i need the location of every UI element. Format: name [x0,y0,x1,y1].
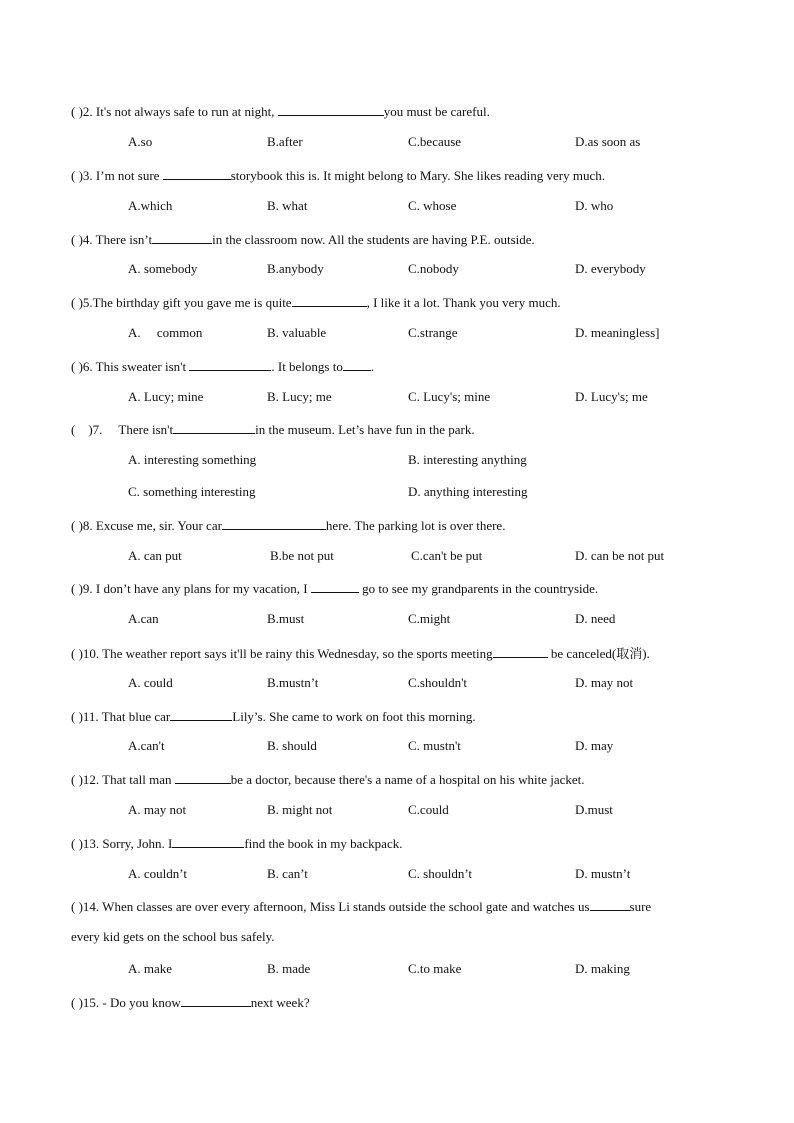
stem-text: Lily’s. She came to work on foot this morning. [232,709,476,724]
stem-text: ( )11. That blue car [71,709,171,724]
question-13-options [0,866,794,886]
stem-text: ( )14. When classes are over every afternoon, Miss Li stands outside the school gate and watches us [71,899,590,914]
question-8-stem [0,516,794,536]
question-12-stem [0,770,794,790]
option-c: C. mustn't [408,738,461,753]
option-b: B. can’t [267,866,308,881]
stem-text: in the museum. Let’s have fun in the park. [255,422,475,437]
option-d: D. may not [575,675,634,690]
answer-blank [170,707,232,721]
stem-text: ( )15. - Do you know [71,995,181,1010]
stem-text: be canceled(取消). [547,646,650,661]
answer-blank [590,897,630,911]
question-4-stem [0,230,794,250]
answer-blank [292,293,367,307]
answer-blank [173,420,255,434]
option-a: A. Lucy; mine [128,389,204,404]
option-b: B. valuable [267,325,327,340]
option-b: B.anybody [267,261,324,276]
option-b: B.mustn’t [267,675,319,690]
option-c: C.nobody [408,261,459,276]
question-6-stem [0,357,794,377]
option-a: A. couldn’t [128,866,187,881]
question-14-stem [0,897,794,917]
option-a: A.which [128,198,173,213]
option-d: D. may [575,738,614,753]
stem-text: ( )6. This sweater isn't [71,359,190,374]
answer-blank [175,770,231,784]
question-14-stem-continued [0,929,794,949]
option-c: C.can't be put [411,548,483,563]
option-b: B. what [267,198,308,213]
answer-blank [343,357,371,371]
stem-text: you must be careful. [383,104,490,119]
stem-text: ( )9. I don’t have any plans for my vacation, I [71,581,311,596]
option-c: C.because [408,134,462,149]
question-2-stem [0,102,794,122]
question-11-options [0,738,794,758]
stem-text: here. The parking lot is over there. [325,518,506,533]
question-2-options [0,134,794,154]
question-5-stem [0,293,794,313]
option-b: B. interesting anything [408,452,527,467]
option-d: D. who [575,198,614,213]
answer-blank [493,644,548,658]
stem-text: in the classroom now. All the students are having P.E. outside. [212,232,535,247]
question-10-stem [0,643,794,663]
option-c: C.could [408,802,449,817]
option-c: C. something interesting [128,484,256,499]
option-b: B.after [267,134,303,149]
option-a: A. may not [128,802,187,817]
stem-text: find the book in my backpack. [244,836,403,851]
answer-blank [152,230,212,244]
option-a: A. interesting something [128,452,257,467]
question-13-stem [0,834,794,854]
stem-text: ( )12. That tall man [71,772,175,787]
question-5-options [0,325,794,345]
stem-text: ( )7. There isn't [71,422,174,437]
option-d: D. need [575,611,616,626]
question-15-stem [0,993,794,1013]
stem-text: ( )3. I’m not sure [71,168,163,183]
stem-text: . [370,359,375,374]
option-a: A.can't [128,738,165,753]
option-b: B. made [267,961,311,976]
option-d: D. meaningless] [575,325,660,340]
option-a: A. make [128,961,173,976]
option-d: D. can be not put [575,548,665,563]
stem-text: sure [629,899,652,914]
question-10-options [0,675,794,695]
question-6-options [0,389,794,409]
option-c: C.shouldn't [408,675,468,690]
option-b: B.be not put [270,548,334,563]
option-a: A.so [128,134,153,149]
stem-text: , I like it a lot. Thank you very much. [366,295,561,310]
option-d: D.as soon as [575,134,641,149]
option-d: D. Lucy's; me [575,389,648,404]
question-14-options [0,961,794,981]
question-7-stem [0,420,794,440]
question-7-options-row2 [0,484,794,504]
answer-blank [163,166,231,180]
question-7-options-row1 [0,452,794,472]
question-9-options [0,611,794,631]
stem-text: ( )13. Sorry, John. I [71,836,173,851]
stem-text: ( )10. The weather report says it'll be rainy this Wednesday, so the sports meeting [71,646,493,661]
option-c: C. Lucy's; mine [408,389,491,404]
option-d: D. everybody [575,261,646,276]
question-11-stem [0,707,794,727]
stem-text: storybook this is. It might belong to Mary. She likes reading very much. [230,168,606,183]
question-3-options [0,198,794,218]
stem-text: next week? [250,995,310,1010]
option-b: B. Lucy; me [267,389,332,404]
option-b: B. might not [267,802,333,817]
option-a: A.can [128,611,159,626]
stem-text: every kid gets on the school bus safely. [71,929,275,944]
stem-text: ( )2. It's not always safe to run at night, [71,104,278,119]
option-c: C.to make [408,961,462,976]
option-d: D. mustn’t [575,866,631,881]
option-c: C.might [408,611,451,626]
answer-blank [222,516,326,530]
option-b: B.must [267,611,305,626]
question-9-stem [0,579,794,599]
option-a: A. somebody [128,261,198,276]
option-d: D. anything interesting [408,484,528,499]
option-c: C.strange [408,325,458,340]
option-a: A. common [128,325,203,340]
stem-text: go to see my grandparents in the countryside. [358,581,599,596]
option-a: A. can put [128,548,182,563]
option-c: C. shouldn’t [408,866,473,881]
option-a: A. could [128,675,173,690]
answer-blank [172,834,244,848]
question-3-stem [0,166,794,186]
option-b: B. should [267,738,317,753]
stem-text: ( )5.The birthday gift you gave me is quite [71,295,292,310]
option-c: C. whose [408,198,457,213]
answer-blank [278,102,384,116]
stem-text: . It belongs to [271,359,343,374]
question-4-options [0,261,794,281]
option-d: D. making [575,961,630,976]
stem-text: be a doctor, because there's a name of a hospital on his white jacket. [230,772,585,787]
question-12-options [0,802,794,822]
answer-blank [181,993,251,1007]
option-d: D.must [575,802,613,817]
answer-blank [189,357,271,371]
question-8-options [0,548,794,568]
answer-blank [311,579,359,593]
stem-text: ( )8. Excuse me, sir. Your car [71,518,222,533]
stem-text: ( )4. There isn’t [71,232,153,247]
